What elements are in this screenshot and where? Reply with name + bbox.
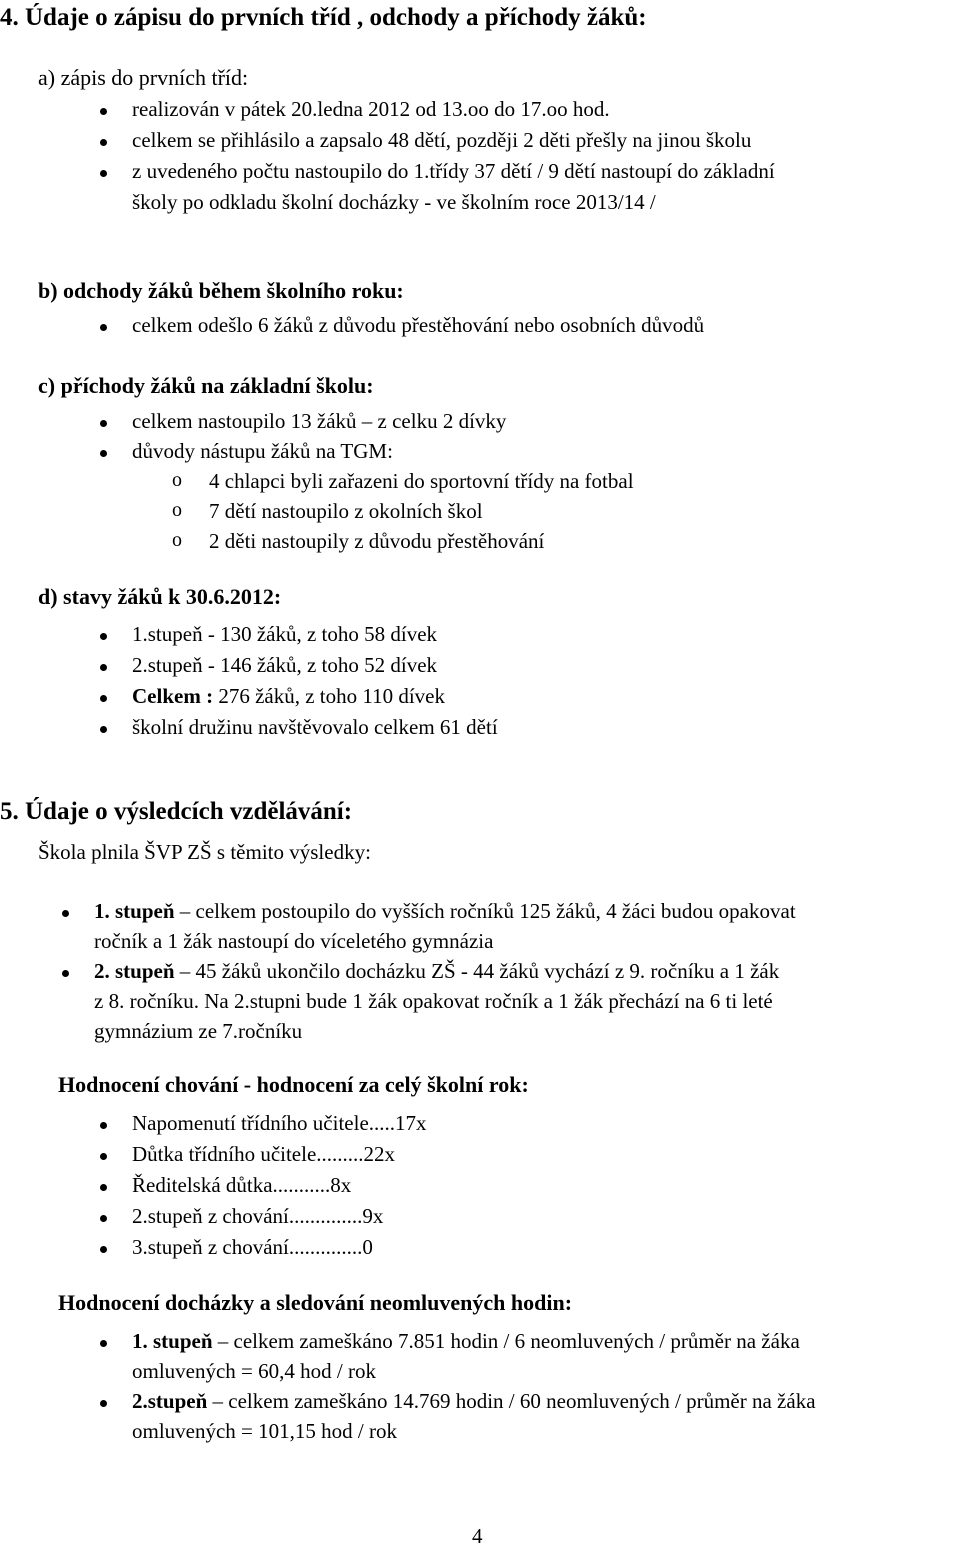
list-item: Napomenutí třídního učitele.....17x <box>132 1111 427 1135</box>
behavior-heading: Hodnocení chování - hodnocení za celý školní rok: <box>58 1072 529 1097</box>
attendance-label: 1. stupeň <box>132 1329 213 1353</box>
list-item: 2.stupeň - 146 žáků, z toho 52 dívek <box>132 653 438 677</box>
result-label: 1. stupeň <box>94 899 175 923</box>
circle-bullet-icon: o <box>172 529 182 551</box>
bullet-icon <box>100 324 107 331</box>
list-item: Ředitelská důtka...........8x <box>132 1173 352 1197</box>
total-value: 276 žáků, z toho 110 dívek <box>218 684 445 708</box>
attendance-label: 2.stupeň <box>132 1389 208 1413</box>
circle-bullet-icon: o <box>172 469 182 491</box>
result-item <box>94 959 779 984</box>
bullet-icon <box>100 726 107 733</box>
attendance-item-continuation: omluvených = 60,4 hod / rok <box>132 1359 376 1383</box>
bullet-icon <box>100 170 107 177</box>
circle-bullet-icon: o <box>172 499 182 521</box>
result-item <box>94 899 796 924</box>
list-item-continuation: školy po odkladu školní docházky - ve školním roce 2013/14 / <box>132 190 656 214</box>
list-item: 3.stupeň z chování..............0 <box>132 1235 373 1259</box>
subsection-a-heading-text: a) zápis do prvních tříd: <box>38 65 249 90</box>
result-text: – 45 žáků ukončilo docházku ZŠ - 44 žáků vychází z 9. ročníku a 1 žák <box>174 959 780 983</box>
list-item <box>132 684 445 709</box>
list-item: celkem odešlo 6 žáků z důvodu přestěhování nebo osobních důvodů <box>132 313 705 337</box>
bullet-icon <box>100 1122 107 1129</box>
bullet-icon <box>100 1215 107 1222</box>
result-item-continuation: gymnázium ze 7.ročníku <box>94 1019 303 1043</box>
list-item: celkem nastoupilo 13 žáků – z celku 2 dívky <box>132 409 507 433</box>
bullet-icon <box>100 1153 107 1160</box>
bullet-icon <box>62 970 69 977</box>
list-item: Důtka třídního učitele.........22x <box>132 1142 396 1166</box>
bullet-icon <box>62 910 69 917</box>
list-item: z uvedeného počtu nastoupilo do 1.třídy 37 dětí / 9 dětí nastoupí do základní <box>132 159 775 183</box>
bullet-icon <box>100 420 107 427</box>
list-item: 2.stupeň z chování..............9x <box>132 1204 384 1228</box>
subsection-c-heading: c) příchody žáků na základní školu: <box>38 373 374 398</box>
section-4-title: 4. Údaje o zápisu do prvních tříd , odchody a příchody žáků: <box>0 4 647 31</box>
sub-list-item: 4 chlapci byli zařazeni do sportovní třídy na fotbal <box>209 469 634 493</box>
page-number: 4 <box>472 1524 483 1548</box>
result-label: 2. stupeň <box>94 959 175 983</box>
attendance-item <box>132 1329 800 1354</box>
sub-list-item: 2 děti nastoupily z důvodu přestěhování <box>209 529 545 553</box>
list-item: realizován v pátek 20.ledna 2012 od 13.oo do 17.oo hod. <box>132 97 610 121</box>
bullet-icon <box>100 695 107 702</box>
list-item: důvody nástupu žáků na TGM: <box>132 439 393 463</box>
list-item: celkem se přihlásilo a zapsalo 48 dětí, později 2 děti přešly na jinou školu <box>132 128 752 152</box>
attendance-heading: Hodnocení docházky a sledování neomluvených hodin: <box>58 1290 573 1315</box>
attendance-item-continuation: omluvených = 101,15 hod / rok <box>132 1419 397 1443</box>
sub-list-item: 7 dětí nastoupilo z okolních škol <box>209 499 483 523</box>
result-item-continuation: z 8. ročníku. Na 2.stupni bude 1 žák opakovat ročník a 1 žák přechází na 6 ti leté <box>94 989 773 1013</box>
bullet-icon <box>100 1340 107 1347</box>
total-label: Celkem : <box>132 684 214 708</box>
list-item: školní družinu navštěvovalo celkem 61 dětí <box>132 715 498 739</box>
list-item: 1.stupeň - 130 žáků, z toho 58 dívek <box>132 622 438 646</box>
bullet-icon <box>100 664 107 671</box>
attendance-item <box>132 1389 816 1414</box>
bullet-icon <box>100 1184 107 1191</box>
section-5-intro: Škola plnila ŠVP ZŠ s těmito výsledky: <box>38 840 371 864</box>
subsection-b-heading: b) odchody žáků během školního roku: <box>38 278 404 303</box>
subsection-d-heading: d) stavy žáků k 30.6.2012: <box>38 584 282 609</box>
bullet-icon <box>100 450 107 457</box>
subsection-a-heading <box>38 65 248 91</box>
bullet-icon <box>100 633 107 640</box>
bullet-icon <box>100 139 107 146</box>
bullet-icon <box>100 1400 107 1407</box>
attendance-text: – celkem zameškáno 14.769 hodin / 60 neomluvených / průměr na žáka <box>207 1389 816 1413</box>
bullet-icon <box>100 108 107 115</box>
section-5-title: 5. Údaje o výsledcích vzdělávání: <box>0 798 353 825</box>
result-text: – celkem postoupilo do vyšších ročníků 125 žáků, 4 žáci budou opakovat <box>174 899 796 923</box>
result-item-continuation: ročník a 1 žák nastoupí do víceletého gymnázia <box>94 929 494 953</box>
bullet-icon <box>100 1246 107 1253</box>
attendance-text: – celkem zameškáno 7.851 hodin / 6 neomluvených / průměr na žáka <box>212 1329 800 1353</box>
